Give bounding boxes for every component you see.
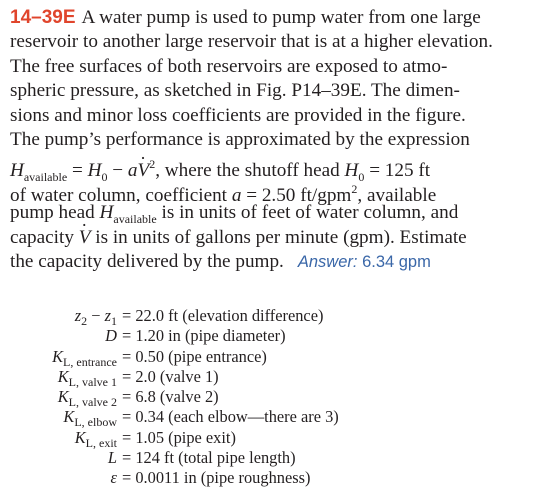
- problem-line-11: the capacity delivered by the pump. Answer: 6.34 gpm: [10, 250, 431, 272]
- problem-line-2: reservoir to another large reservoir that is at a higher elevation.: [10, 31, 493, 53]
- problem-line-9: pump head $H_{available}$ is in units of feet of water column, and: [10, 202, 459, 227]
- problem-line-10: capacity V · is in units of gallons per minute (gpm). Estimate: [10, 226, 543, 250]
- param-row-elbow: $K_{L, elbow}$ = 0.34 (each elbow—there are 3): [63, 407, 339, 430]
- problem-line-1: 14–39E A water pump is used to pump water from one large: [10, 7, 481, 28]
- problem-number: 14–39E: [10, 7, 76, 28]
- param-row-diameter: D = 1.20 in (pipe diameter): [105, 326, 286, 346]
- problem-line-6: The pump’s performance is approximated by the expression: [10, 128, 470, 150]
- param-row-valve1: $K_{L, valve 1}$ = 2.0 (valve 1): [57, 366, 219, 389]
- param-row-exit: $K_{L, exit}$ = 1.05 (pipe exit): [74, 427, 236, 450]
- problem-line-3: The free surfaces of both reservoirs are exposed to atmo-: [10, 55, 448, 77]
- problem-line-5: sions and minor loss coefficients are provided in the figure.: [10, 104, 466, 126]
- parameter-list: [0, 306, 543, 489]
- answer: Answer: 6.34 gpm: [297, 252, 431, 271]
- problem-line-7: $H_{available} = H_0$ − aV ·$^2$, where the shutoff head $H_0 = 125$ ft: [10, 152, 543, 176]
- problem-line-4: spheric pressure, as sketched in Fig. P14–39E. The dimen-: [10, 80, 460, 102]
- param-row-valve2: $K_{L, valve 2}$ = 6.8 (valve 2): [57, 387, 219, 410]
- param-row-entrance: $K_{L, entrance}$ = 0.50 (pipe entrance): [52, 346, 267, 369]
- problem-line-8: of water column, coefficient a = 2.50 ft/gpm$^2$, available: [10, 181, 437, 206]
- param-row-roughness: ε = 0.0011 in (pipe roughness): [110, 468, 311, 488]
- param-row-length: L = 124 ft (total pipe length): [107, 448, 296, 468]
- param-row-elevation: $z_2 - z_1$ = 22.0 ft (elevation difference): [74, 306, 324, 328]
- problem-statement: [10, 6, 543, 274]
